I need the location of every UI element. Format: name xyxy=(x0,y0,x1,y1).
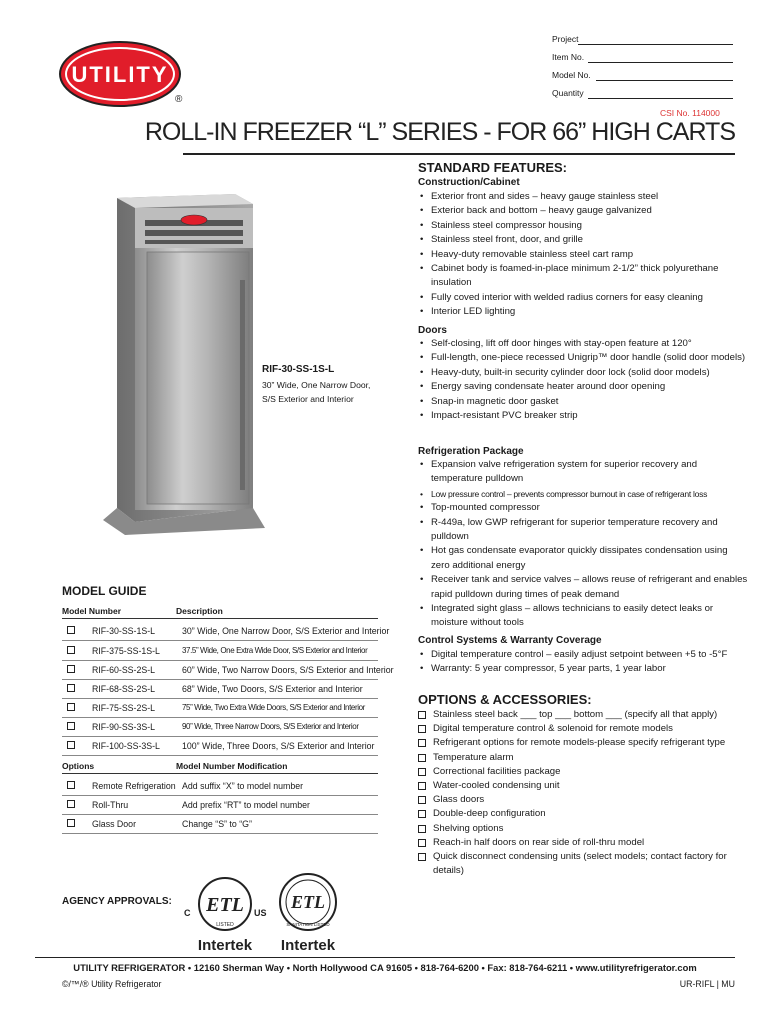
list-item: • R-449a, low GWP refrigerant for superior temperature recovery and pulldown xyxy=(418,516,748,545)
document-code: UR-RIFL | MU xyxy=(679,979,735,989)
checkbox[interactable] xyxy=(418,768,426,776)
controls-list xyxy=(418,648,748,677)
table-row[interactable]: RIF-90-SS-3S-L 90” Wide, Three Narrow Doors, S/S Exterior and Interior xyxy=(62,717,378,737)
option-item[interactable]: Refrigerant options for remote models-please specify refrigerant type xyxy=(418,736,758,750)
checkbox[interactable] xyxy=(418,782,426,790)
option-row[interactable]: Glass Door Change “S” to “G” xyxy=(62,814,378,834)
table-row[interactable]: RIF-375-SS-1S-L 37.5” Wide, One Extra Wide Door, S/S Exterior and Interior xyxy=(62,641,378,661)
list-item: • Expansion valve refrigeration system for superior recovery and temperature pulldown xyxy=(418,458,748,487)
list-item: • Exterior front and sides – heavy gauge stainless steel xyxy=(418,190,748,204)
option-item[interactable]: Double-deep configuration xyxy=(418,807,758,821)
list-item: • Exterior back and bottom – heavy gauge galvanized xyxy=(418,204,748,218)
checkbox[interactable] xyxy=(418,796,426,804)
svg-text:SANITATION LISTED: SANITATION LISTED xyxy=(286,922,330,927)
col-model-number: Model Number xyxy=(62,606,122,616)
checkbox[interactable] xyxy=(67,722,75,730)
list-item: • Fully coved interior with welded radius corners for easy cleaning xyxy=(418,291,748,305)
checkbox[interactable] xyxy=(418,725,426,733)
list-item: • Integrated sight glass – allows technicians to easily detect leaks or moisture without tools xyxy=(418,602,748,631)
csi-number: CSI No. 114000 xyxy=(660,108,720,118)
model-no-line xyxy=(596,80,733,81)
list-item: • Snap-in magnetic door gasket xyxy=(418,395,748,409)
list-item: • Stainless steel front, door, and grille xyxy=(418,233,748,247)
option-item[interactable]: Water-cooled condensing unit xyxy=(418,779,758,793)
controls-heading: Control Systems & Warranty Coverage xyxy=(418,635,602,646)
checkbox[interactable] xyxy=(67,741,75,749)
svg-text:ETL: ETL xyxy=(206,894,244,916)
option-item[interactable]: Temperature alarm xyxy=(418,751,758,765)
copyright: ©/™/® Utility Refrigerator xyxy=(62,979,162,989)
list-item: • Hot gas condensate evaporator quickly dissipates condensation using zero additional energy xyxy=(418,544,748,573)
list-item: • Cabinet body is foamed-in-place minimum 2-1/2” thick polyurethane insulation xyxy=(418,262,748,291)
checkbox[interactable] xyxy=(418,739,426,747)
svg-text:C: C xyxy=(184,908,191,918)
doors-list xyxy=(418,337,748,423)
project-field[interactable]: Project xyxy=(552,34,579,44)
checkbox[interactable] xyxy=(67,781,75,789)
quantity-field[interactable]: Quantity xyxy=(552,88,584,98)
image-caption-model: RIF-30-SS-1S-L xyxy=(262,364,335,375)
list-item: • Self-closing, lift off door hinges with stay-open feature at 120° xyxy=(418,337,748,351)
col-options: Options xyxy=(62,761,95,771)
checkbox[interactable] xyxy=(67,626,75,634)
svg-text:LISTED: LISTED xyxy=(216,922,234,928)
etl-sanitation-logo xyxy=(268,866,348,954)
model-guide-heading: MODEL GUIDE xyxy=(62,584,147,598)
svg-text:Intertek: Intertek xyxy=(280,937,336,954)
logo-text: UTILITY xyxy=(71,62,169,87)
checkbox[interactable] xyxy=(67,646,75,654)
svg-text:ETL: ETL xyxy=(291,892,325,912)
table-row[interactable]: RIF-68-SS-2S-L 68” Wide, Two Doors, S/S Exterior and Interior xyxy=(62,679,378,699)
table-rule xyxy=(62,773,378,774)
page-title: ROLL-IN FREEZER “L” SERIES - FOR 66” HIGH CARTS xyxy=(144,118,735,146)
list-item: • Digital temperature control – easily adjust setpoint between +5 to -5°F xyxy=(418,648,748,662)
checkbox[interactable] xyxy=(418,839,426,847)
checkbox[interactable] xyxy=(67,800,75,808)
option-item[interactable]: Quick disconnect condensing units (select models; contact factory for details) xyxy=(418,850,758,878)
doors-heading: Doors xyxy=(418,325,447,336)
construction-heading: Construction/Cabinet xyxy=(418,177,520,188)
checkbox[interactable] xyxy=(418,754,426,762)
checkbox[interactable] xyxy=(418,810,426,818)
option-row[interactable]: Roll-Thru Add prefix “RT” to model number xyxy=(62,795,378,815)
option-item[interactable]: Shelving options xyxy=(418,822,758,836)
checkbox[interactable] xyxy=(67,684,75,692)
checkbox[interactable] xyxy=(418,853,426,861)
footer-rule xyxy=(35,957,735,958)
list-item: • Low pressure control – prevents compressor burnout in case of refrigerant loss xyxy=(418,487,748,501)
list-item: • Receiver tank and service valves – allows reuse of refrigerant and enables rapid pulldown during times of peak demand xyxy=(418,573,748,602)
option-item[interactable]: Correctional facilities package xyxy=(418,765,758,779)
option-row[interactable]: Remote Refrigeration Add suffix “X” to model number xyxy=(62,776,378,796)
list-item: • Heavy-duty, built-in security cylinder door lock (solid door models) xyxy=(418,366,748,380)
svg-text:US: US xyxy=(254,908,267,918)
option-item[interactable]: Digital temperature control & solenoid for remote models xyxy=(418,722,758,736)
utility-logo xyxy=(58,38,198,118)
project-line xyxy=(578,44,733,45)
checkbox[interactable] xyxy=(67,665,75,673)
options-list xyxy=(418,708,758,878)
checkbox[interactable] xyxy=(67,819,75,827)
list-item: • Heavy-duty removable stainless steel cart ramp xyxy=(418,248,748,262)
item-no-field[interactable]: Item No. xyxy=(552,52,585,62)
registered-mark: ® xyxy=(175,94,183,105)
title-rule xyxy=(183,153,735,155)
footer-address: UTILITY REFRIGERATOR • 12160 Sherman Way • North Hollywood CA 91605 • 818-764-6200 • Fax: 818-764-6211 • www.utilityrefrigerator.com xyxy=(73,962,697,973)
table-row[interactable]: RIF-100-SS-3S-L 100” Wide, Three Doors, S/S Exterior and Interior xyxy=(62,736,378,756)
option-item[interactable]: Stainless steel back ___ top ___ bottom ___ (specify all that apply) xyxy=(418,708,758,722)
refrigeration-heading: Refrigeration Package xyxy=(418,446,524,457)
list-item: • Interior LED lighting xyxy=(418,305,748,319)
svg-text:Intertek: Intertek xyxy=(197,937,253,954)
list-item: • Full-length, one-piece recessed Unigrip™ door handle (solid door models) xyxy=(418,351,748,365)
refrigeration-list xyxy=(418,458,748,631)
list-item: • Energy saving condensate heater around door opening xyxy=(418,380,748,394)
item-no-line xyxy=(588,62,733,63)
checkbox[interactable] xyxy=(418,825,426,833)
checkbox[interactable] xyxy=(67,703,75,711)
col-modification: Model Number Modification xyxy=(176,761,288,771)
construction-list xyxy=(418,190,748,320)
agency-approvals-heading: AGENCY APPROVALS: xyxy=(62,896,172,907)
etl-listed-logo xyxy=(178,874,273,954)
table-row[interactable]: RIF-60-SS-2S-L 60” Wide, Two Narrow Doors, S/S Exterior and Interior xyxy=(62,660,378,680)
freezer-image xyxy=(95,190,265,535)
quantity-line xyxy=(588,98,733,99)
list-item: • Top-mounted compressor xyxy=(418,501,748,515)
col-description: Description xyxy=(176,606,223,616)
options-heading: OPTIONS & ACCESSORIES: xyxy=(418,692,592,707)
checkbox[interactable] xyxy=(418,711,426,719)
list-item: • Warranty: 5 year compressor, 5 year parts, 1 year labor xyxy=(418,662,748,676)
model-no-field[interactable]: Model No. xyxy=(552,70,591,80)
option-item[interactable]: Glass doors xyxy=(418,793,758,807)
table-row[interactable]: RIF-30-SS-1S-L 30” Wide, One Narrow Door, S/S Exterior and Interior xyxy=(62,621,378,641)
list-item: • Impact-resistant PVC breaker strip xyxy=(418,409,748,423)
list-item: • Stainless steel compressor housing xyxy=(418,219,748,233)
table-row[interactable]: RIF-75-SS-2S-L 75” Wide, Two Extra Wide Doors, S/S Exterior and Interior xyxy=(62,698,378,718)
standard-features-heading: STANDARD FEATURES: xyxy=(418,160,568,175)
option-item[interactable]: Reach-in half doors on rear side of roll-thru model xyxy=(418,836,758,850)
table-rule xyxy=(62,618,378,619)
image-caption-desc: 30” Wide, One Narrow Door, S/S Exterior and Interior xyxy=(262,380,371,404)
